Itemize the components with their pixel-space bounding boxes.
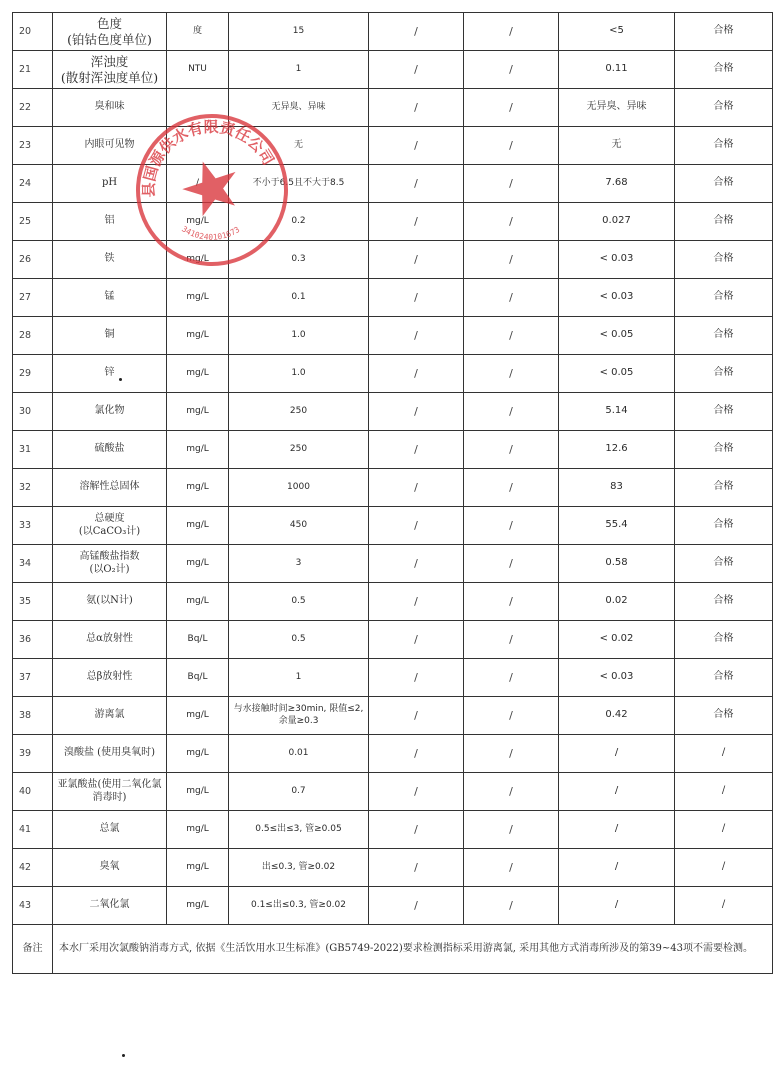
item-name: 色度 (铂钴色度单位) bbox=[53, 13, 167, 51]
unit: mg/L bbox=[167, 507, 229, 545]
company-seal bbox=[132, 110, 292, 270]
table-row bbox=[13, 811, 773, 849]
table-body bbox=[13, 13, 773, 925]
column-slash: / bbox=[464, 127, 559, 165]
limit-value: 0.5≤出≤3, 管≥0.05 bbox=[229, 811, 369, 849]
item-name: 总硬度 (以CaCO₃计) bbox=[53, 507, 167, 545]
column-slash: / bbox=[369, 659, 464, 697]
item-name: 溴酸盐 (使用臭氧时) bbox=[53, 735, 167, 773]
unit: mg/L bbox=[167, 431, 229, 469]
verdict: 合格 bbox=[675, 127, 773, 165]
row-number: 38 bbox=[13, 697, 53, 735]
table-row bbox=[13, 279, 773, 317]
item-name: 氨(以N计) bbox=[53, 583, 167, 621]
unit: mg/L bbox=[167, 811, 229, 849]
table-row bbox=[13, 621, 773, 659]
verdict: / bbox=[675, 811, 773, 849]
result-value: 无异臭、异味 bbox=[559, 89, 675, 127]
scan-speck bbox=[119, 378, 122, 381]
row-number: 22 bbox=[13, 89, 53, 127]
item-name: 二氧化氯 bbox=[53, 887, 167, 925]
column-slash: / bbox=[464, 697, 559, 735]
column-slash: / bbox=[369, 165, 464, 203]
seal-ring bbox=[132, 110, 292, 270]
item-name: 锌 bbox=[53, 355, 167, 393]
unit: mg/L bbox=[167, 887, 229, 925]
column-slash: / bbox=[464, 203, 559, 241]
limit-value: 1.0 bbox=[229, 355, 369, 393]
table-row bbox=[13, 469, 773, 507]
column-slash: / bbox=[369, 621, 464, 659]
verdict: 合格 bbox=[675, 355, 773, 393]
verdict: / bbox=[675, 887, 773, 925]
table-row bbox=[13, 583, 773, 621]
column-slash: / bbox=[464, 545, 559, 583]
result-value: <5 bbox=[559, 13, 675, 51]
water-quality-table bbox=[12, 12, 773, 974]
limit-value: 250 bbox=[229, 431, 369, 469]
column-slash: / bbox=[369, 279, 464, 317]
limit-value: 0.3 bbox=[229, 241, 369, 279]
column-slash: / bbox=[464, 393, 559, 431]
column-slash: / bbox=[369, 887, 464, 925]
column-slash: / bbox=[464, 849, 559, 887]
column-slash: / bbox=[369, 89, 464, 127]
seal-text: 县国源供水有限责任公司 bbox=[139, 117, 278, 198]
table-row bbox=[13, 51, 773, 89]
unit: mg/L bbox=[167, 773, 229, 811]
result-value: 无 bbox=[559, 127, 675, 165]
row-number: 40 bbox=[13, 773, 53, 811]
report-sheet bbox=[12, 12, 774, 974]
table-row bbox=[13, 203, 773, 241]
unit: mg/L bbox=[167, 583, 229, 621]
limit-value: 0.1 bbox=[229, 279, 369, 317]
row-number: 28 bbox=[13, 317, 53, 355]
table-row bbox=[13, 697, 773, 735]
unit: mg/L bbox=[167, 849, 229, 887]
row-number: 36 bbox=[13, 621, 53, 659]
verdict: 合格 bbox=[675, 89, 773, 127]
row-number: 37 bbox=[13, 659, 53, 697]
verdict: 合格 bbox=[675, 469, 773, 507]
unit: mg/L bbox=[167, 469, 229, 507]
verdict: / bbox=[675, 735, 773, 773]
verdict: 合格 bbox=[675, 13, 773, 51]
item-name: 总α放射性 bbox=[53, 621, 167, 659]
limit-value: 0.7 bbox=[229, 773, 369, 811]
verdict: 合格 bbox=[675, 431, 773, 469]
table-row bbox=[13, 735, 773, 773]
column-slash: / bbox=[369, 203, 464, 241]
result-value: < 0.05 bbox=[559, 317, 675, 355]
column-slash: / bbox=[464, 241, 559, 279]
result-value: 0.11 bbox=[559, 51, 675, 89]
limit-value: 0.1≤出≤0.3, 管≥0.02 bbox=[229, 887, 369, 925]
column-slash: / bbox=[464, 507, 559, 545]
note-text: 本水厂采用次氯酸钠消毒方式, 依据《生活饮用水卫生标准》(GB5749-2022)要求检测指标采用游离氯, 采用其他方式消毒所涉及的第39~43项不需要检测。 bbox=[53, 925, 773, 974]
item-name: 内眼可见物 bbox=[53, 127, 167, 165]
column-slash: / bbox=[464, 13, 559, 51]
verdict: 合格 bbox=[675, 317, 773, 355]
column-slash: / bbox=[369, 51, 464, 89]
limit-value: 不小于6.5且不大于8.5 bbox=[229, 165, 369, 203]
item-name: 总氯 bbox=[53, 811, 167, 849]
column-slash: / bbox=[369, 545, 464, 583]
column-slash: / bbox=[369, 811, 464, 849]
column-slash: / bbox=[369, 13, 464, 51]
table-row bbox=[13, 545, 773, 583]
unit: NTU bbox=[167, 51, 229, 89]
column-slash: / bbox=[369, 431, 464, 469]
item-name: 氯化物 bbox=[53, 393, 167, 431]
limit-value: 450 bbox=[229, 507, 369, 545]
verdict: 合格 bbox=[675, 507, 773, 545]
column-slash: / bbox=[464, 317, 559, 355]
limit-value: 0.5 bbox=[229, 621, 369, 659]
column-slash: / bbox=[464, 355, 559, 393]
unit: mg/L bbox=[167, 279, 229, 317]
unit: mg/L bbox=[167, 393, 229, 431]
verdict: 合格 bbox=[675, 393, 773, 431]
column-slash: / bbox=[464, 469, 559, 507]
limit-value: 出≤0.3, 管≥0.02 bbox=[229, 849, 369, 887]
verdict: 合格 bbox=[675, 165, 773, 203]
seal-number: 3410240101673 bbox=[180, 224, 242, 242]
column-slash: / bbox=[464, 659, 559, 697]
unit: Bq/L bbox=[167, 659, 229, 697]
column-slash: / bbox=[369, 583, 464, 621]
table-row bbox=[13, 317, 773, 355]
verdict: / bbox=[675, 849, 773, 887]
table-row bbox=[13, 165, 773, 203]
column-slash: / bbox=[464, 773, 559, 811]
item-name: 铜 bbox=[53, 317, 167, 355]
result-value: < 0.02 bbox=[559, 621, 675, 659]
table-row bbox=[13, 849, 773, 887]
item-name: 游离氯 bbox=[53, 697, 167, 735]
row-number: 26 bbox=[13, 241, 53, 279]
item-name: 铁 bbox=[53, 241, 167, 279]
column-slash: / bbox=[464, 621, 559, 659]
item-name: 浑浊度 (散射浑浊度单位) bbox=[53, 51, 167, 89]
result-value: / bbox=[559, 811, 675, 849]
verdict: 合格 bbox=[675, 241, 773, 279]
column-slash: / bbox=[369, 849, 464, 887]
limit-value: 1.0 bbox=[229, 317, 369, 355]
result-value: 12.6 bbox=[559, 431, 675, 469]
column-slash: / bbox=[369, 127, 464, 165]
table-row bbox=[13, 659, 773, 697]
item-name: 溶解性总固体 bbox=[53, 469, 167, 507]
column-slash: / bbox=[464, 165, 559, 203]
column-slash: / bbox=[369, 735, 464, 773]
column-slash: / bbox=[369, 355, 464, 393]
unit: / bbox=[167, 165, 229, 203]
verdict: 合格 bbox=[675, 659, 773, 697]
table-row bbox=[13, 13, 773, 51]
row-number: 24 bbox=[13, 165, 53, 203]
svg-text:3410240101673 bbox=[178, 209, 242, 253]
item-name: 铝 bbox=[53, 203, 167, 241]
table-row bbox=[13, 355, 773, 393]
table-row bbox=[13, 393, 773, 431]
unit: Bq/L bbox=[167, 621, 229, 659]
limit-value: 250 bbox=[229, 393, 369, 431]
limit-value: 无异臭、异味 bbox=[229, 89, 369, 127]
column-slash: / bbox=[369, 241, 464, 279]
column-slash: / bbox=[464, 51, 559, 89]
row-number: 25 bbox=[13, 203, 53, 241]
verdict: 合格 bbox=[675, 279, 773, 317]
result-value: 0.02 bbox=[559, 583, 675, 621]
row-number: 43 bbox=[13, 887, 53, 925]
row-number: 41 bbox=[13, 811, 53, 849]
item-name: pH bbox=[53, 165, 167, 203]
item-name: 臭氧 bbox=[53, 849, 167, 887]
row-number: 29 bbox=[13, 355, 53, 393]
verdict: 合格 bbox=[675, 545, 773, 583]
scan-speck bbox=[122, 1054, 125, 1057]
column-slash: / bbox=[464, 887, 559, 925]
row-number: 32 bbox=[13, 469, 53, 507]
column-slash: / bbox=[464, 583, 559, 621]
result-value: 83 bbox=[559, 469, 675, 507]
table-row bbox=[13, 127, 773, 165]
limit-value: 与水接触时间≥30min, 限值≤2, 余量≥0.3 bbox=[229, 697, 369, 735]
column-slash: / bbox=[464, 89, 559, 127]
note-row bbox=[13, 925, 773, 974]
result-value: / bbox=[559, 735, 675, 773]
result-value: < 0.05 bbox=[559, 355, 675, 393]
table-row bbox=[13, 241, 773, 279]
result-value: / bbox=[559, 773, 675, 811]
table-row bbox=[13, 431, 773, 469]
column-slash: / bbox=[464, 735, 559, 773]
item-name: 臭和味 bbox=[53, 89, 167, 127]
row-number: 23 bbox=[13, 127, 53, 165]
item-name: 高锰酸盐指数 (以O₂计) bbox=[53, 545, 167, 583]
column-slash: / bbox=[369, 773, 464, 811]
unit: mg/L bbox=[167, 317, 229, 355]
verdict: / bbox=[675, 773, 773, 811]
verdict: 合格 bbox=[675, 583, 773, 621]
unit: mg/L bbox=[167, 203, 229, 241]
column-slash: / bbox=[369, 317, 464, 355]
table-row bbox=[13, 507, 773, 545]
result-value: 0.58 bbox=[559, 545, 675, 583]
item-name: 硫酸盐 bbox=[53, 431, 167, 469]
limit-value: 1 bbox=[229, 51, 369, 89]
row-number: 31 bbox=[13, 431, 53, 469]
unit: mg/L bbox=[167, 241, 229, 279]
verdict: 合格 bbox=[675, 51, 773, 89]
unit: mg/L bbox=[167, 735, 229, 773]
limit-value: 无 bbox=[229, 127, 369, 165]
result-value: / bbox=[559, 849, 675, 887]
limit-value: 0.5 bbox=[229, 583, 369, 621]
column-slash: / bbox=[464, 279, 559, 317]
row-number: 20 bbox=[13, 13, 53, 51]
result-value: 55.4 bbox=[559, 507, 675, 545]
row-number: 27 bbox=[13, 279, 53, 317]
result-value: / bbox=[559, 887, 675, 925]
table-row bbox=[13, 89, 773, 127]
item-name: 锰 bbox=[53, 279, 167, 317]
item-name: 亚氯酸盐(使用二氧化氯消毒时) bbox=[53, 773, 167, 811]
result-value: 0.027 bbox=[559, 203, 675, 241]
column-slash: / bbox=[369, 507, 464, 545]
item-name: 总β放射性 bbox=[53, 659, 167, 697]
column-slash: / bbox=[464, 431, 559, 469]
row-number: 39 bbox=[13, 735, 53, 773]
row-number: 33 bbox=[13, 507, 53, 545]
column-slash: / bbox=[464, 811, 559, 849]
limit-value: 3 bbox=[229, 545, 369, 583]
limit-value: 0.2 bbox=[229, 203, 369, 241]
limit-value: 0.01 bbox=[229, 735, 369, 773]
limit-value: 15 bbox=[229, 13, 369, 51]
column-slash: / bbox=[369, 697, 464, 735]
unit: mg/L bbox=[167, 697, 229, 735]
row-number: 34 bbox=[13, 545, 53, 583]
row-number: 35 bbox=[13, 583, 53, 621]
table-row bbox=[13, 773, 773, 811]
unit: 度 bbox=[167, 13, 229, 51]
column-slash: / bbox=[369, 393, 464, 431]
verdict: 合格 bbox=[675, 697, 773, 735]
result-value: 5.14 bbox=[559, 393, 675, 431]
seal-star-icon bbox=[176, 153, 245, 220]
limit-value: 1000 bbox=[229, 469, 369, 507]
limit-value: 1 bbox=[229, 659, 369, 697]
result-value: < 0.03 bbox=[559, 659, 675, 697]
result-value: 0.42 bbox=[559, 697, 675, 735]
unit: mg/L bbox=[167, 545, 229, 583]
verdict: 合格 bbox=[675, 621, 773, 659]
column-slash: / bbox=[369, 469, 464, 507]
note-label: 备注 bbox=[13, 925, 53, 974]
result-value: < 0.03 bbox=[559, 241, 675, 279]
verdict: 合格 bbox=[675, 203, 773, 241]
result-value: < 0.03 bbox=[559, 279, 675, 317]
row-number: 42 bbox=[13, 849, 53, 887]
row-number: 30 bbox=[13, 393, 53, 431]
row-number: 21 bbox=[13, 51, 53, 89]
result-value: 7.68 bbox=[559, 165, 675, 203]
table-row bbox=[13, 887, 773, 925]
unit: mg/L bbox=[167, 355, 229, 393]
